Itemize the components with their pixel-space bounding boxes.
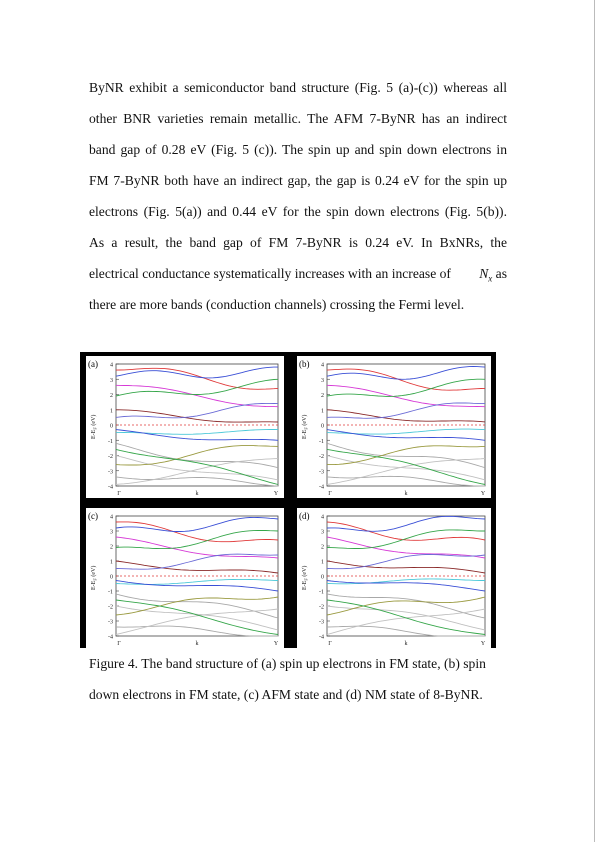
y-tick-label: 0 [110,423,113,430]
y-tick-label: 1 [321,408,324,415]
band-curve [116,443,278,467]
panel-d [297,508,491,648]
y-tick-label: -2 [108,604,113,611]
band-curve [327,476,485,486]
body-line-3: band gap of 0.28 eV (Fig. 5 (c)). The spin up and spin down electrons in [89,142,507,157]
panel-a [86,356,284,498]
panel-label: (c) [88,511,98,521]
panel-d-plot [297,508,491,648]
y-tick-label: 3 [321,529,324,536]
band-curve [116,456,278,480]
caption-line-1: Figure 4. The band structure of (a) spin up electrons in FM state, (b) spin [89,656,486,671]
band-curve [116,600,278,635]
x-tick-label: k [404,491,408,497]
band-curve [116,530,278,548]
x-tick-label: Γ [328,641,332,647]
band-curve [327,385,485,406]
y-tick-label: -4 [319,484,324,491]
x-tick-label: Y [273,641,279,647]
y-axis-label: $E-E_F$ (eV) [91,414,98,439]
nx-subscript: x [488,273,493,284]
band-curve [327,522,485,540]
x-tick-label: k [195,491,199,497]
y-tick-label: 2 [110,544,113,551]
y-tick-label: -3 [319,619,324,626]
body-line-5: electrons (Fig. 5(a)) and 0.44 eV for the spin down electrons (Fig. 5(b)). [89,204,507,219]
y-tick-label: 1 [321,559,324,566]
x-tick-label: Y [273,491,279,497]
y-tick-label: -2 [319,604,324,611]
body-line-1: ByNR exhibit a semiconductor band structure (Fig. 5 (a)-(c)) whereas all [89,80,507,95]
y-tick-label: -4 [108,634,113,641]
panel-c-plot [86,508,284,648]
band-curve [116,561,278,573]
y-tick-label: -3 [108,469,113,476]
band-curve [327,581,485,592]
body-line-2: other BNR varieties remain metallic. The AFM 7-ByNR has an indirect [89,111,507,126]
x-tick-label: Γ [328,491,332,497]
panel-b-plot [297,356,491,498]
y-tick-label: -1 [108,589,113,596]
x-tick-label: k [404,641,408,647]
y-tick-label: 4 [321,514,324,521]
y-tick-label: 2 [110,393,113,399]
panel-a-plot [86,356,284,498]
band-curve [116,379,278,396]
band-curve [116,626,278,636]
y-tick-label: 0 [110,574,113,581]
y-tick-label: -1 [108,438,113,445]
y-tick-label: -2 [319,454,324,460]
band-curve [327,446,485,465]
y-axis-label: $E-E_F$ (eV) [302,414,309,439]
band-curve [327,403,485,418]
panel-label: (b) [299,359,310,369]
y-tick-label: 2 [321,544,324,551]
y-tick-label: 3 [110,529,113,536]
y-tick-label: -3 [319,469,324,476]
y-tick-label: 4 [110,362,113,369]
body-line-6: As a result, the band gap of FM 7-ByNR is 0.24 eV. In BxNRs, the [89,235,507,250]
band-curve [327,530,485,549]
y-tick-label: -4 [319,634,324,641]
band-curve [116,517,278,531]
band-curve [327,594,485,618]
band-curve [327,561,485,573]
y-tick-label: 1 [110,559,113,566]
x-tick-label: Y [480,491,486,497]
y-tick-label: -4 [108,484,113,491]
band-curve [327,555,485,569]
y-tick-label: -3 [108,619,113,626]
panel-label: (d) [299,511,310,521]
body-line-7-text: electrical conductance systematically increases with an increase of [89,266,451,281]
band-curve [327,516,485,531]
body-line-4: FM 7-ByNR both have an indirect gap, the gap is 0.24 eV for the spin up [89,173,507,188]
y-tick-label: 0 [321,423,324,430]
y-tick-label: -2 [108,454,113,460]
y-tick-label: -1 [319,589,324,596]
y-tick-label: 1 [110,408,113,415]
band-curve [327,600,485,635]
caption-line-2: down electrons in FM state, (c) AFM state and (d) NM state of 8-ByNR. [89,687,483,702]
band-curve [327,456,485,480]
body-line-7-var [479,265,507,283]
panel-b [297,356,491,498]
y-tick-label: 2 [321,393,324,399]
band-curve [116,522,278,542]
y-tick-label: 4 [110,514,113,521]
x-tick-label: k [195,641,199,647]
panel-label: (a) [88,359,98,369]
y-tick-label: 4 [321,362,324,369]
band-curve [327,609,485,635]
band-structure-figure [80,352,496,648]
band-curve [116,430,278,441]
y-tick-label: 0 [321,574,324,581]
band-curve [327,449,485,484]
y-tick-label: 3 [110,377,113,384]
nx-variable: N [479,266,489,281]
y-axis-label: $E-E_F$ (eV) [91,565,98,590]
y-tick-label: -1 [319,438,324,445]
x-tick-label: Y [480,641,486,647]
body-line-7 [89,265,507,283]
body-line-8: there are more bands (conduction channels) crossing the Fermi level. [89,297,465,312]
band-curve [327,367,485,380]
band-curve [327,430,485,441]
y-tick-label: 3 [321,377,324,384]
x-tick-label: Γ [117,641,121,647]
panel-c [86,508,284,648]
body-line-7-tail: as [492,266,507,281]
band-curve [116,430,278,435]
x-tick-label: Γ [117,491,121,497]
band-curve [327,410,485,422]
y-axis-label: $E-E_F$ (eV) [302,565,309,590]
